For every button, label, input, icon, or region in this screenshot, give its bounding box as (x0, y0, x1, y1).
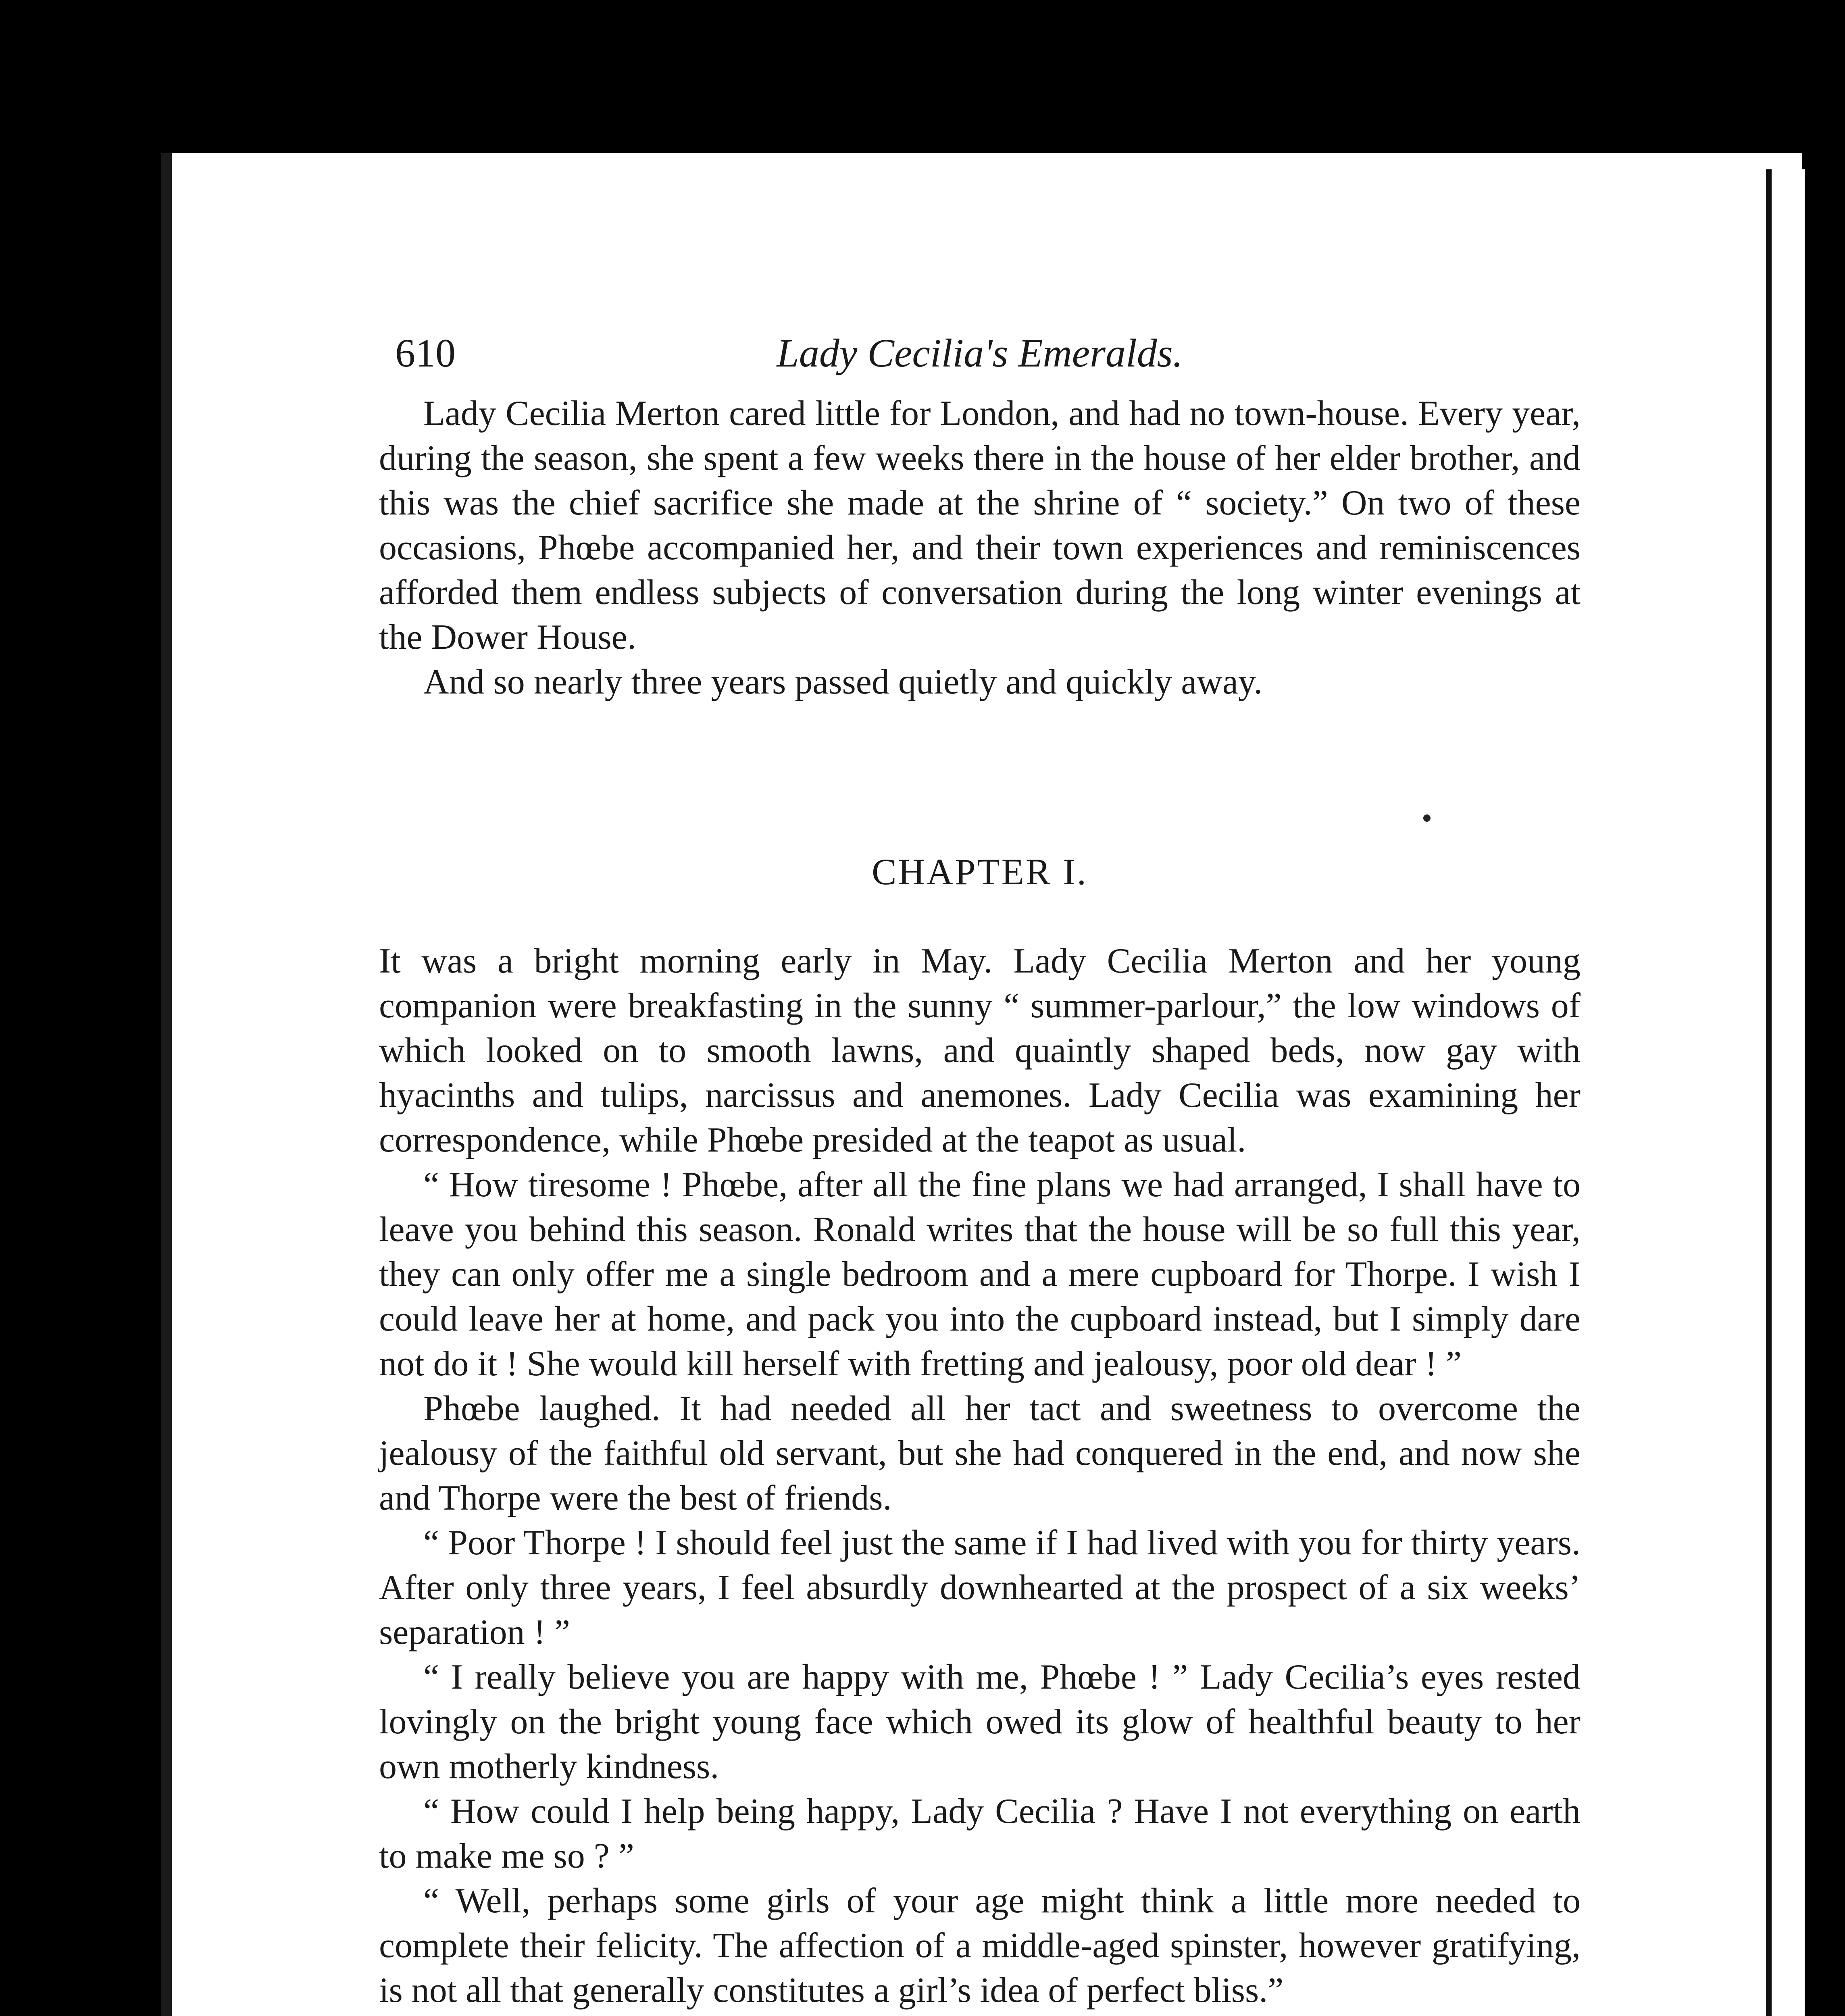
chapter-paragraph: “ I really believe you are happy with me, Phœbe ! ” Lady Cecilia’s eyes rested lovingly on the bright young face which owed its glow of healthful beauty to her own motherly kindness. (379, 1658, 1581, 1786)
intro-paragraph: Lady Cecilia Merton cared little for London, and had no town-house. Every year, during the season, she spent a few weeks there in the house of her elder brother, and this was the chief sacrifice she made at the shrine of “ society.” On two of these occasions, Phœbe accompanied her, and their town experiences and reminiscences afforded them endless subjects of conversation during the long winter evenings at the Dower House. (379, 394, 1581, 657)
facing-page-edge (1766, 169, 1805, 2016)
chapter-paragraph: “ How could I help being happy, Lady Cecilia ? Have I not everything on earth to make me so ? ” (379, 1792, 1581, 1876)
chapter-paragraph: Phœbe laughed. It had needed all her tact and sweetness to overcome the jealousy of the faithful old servant, but she had conquered in the end, and now she and Thorpe were the best of friends. (379, 1389, 1581, 1518)
running-title: Lady Cecilia's Emeralds. (777, 331, 1183, 375)
chapter-first-paragraph: It was a bright morning early in May. Lady Cecilia Merton and her young companion were breakfasting in the sunny “ summer-parlour,” the low windows of which looked on to smooth lawns, and quaintly shaped beds, now gay with hyacinths and tulips, narcissus and anemones. Lady Cecilia was examining her correspondence, while Phœbe presided at the teapot as usual. (379, 941, 1581, 1160)
ink-speck (1423, 814, 1431, 822)
chapter-heading: CHAPTER I. (872, 851, 1088, 892)
intro-paragraph: And so nearly three years passed quietly and quickly away. (423, 662, 1263, 702)
page-number: 610 (395, 331, 456, 375)
running-head (379, 331, 1581, 391)
chapter-paragraph (379, 2013, 1581, 2016)
page-text (379, 331, 1581, 2016)
chapter-paragraph: “ Poor Thorpe ! I should feel just the same if I had lived with you for thirty years. After only three years, I feel absurdly downhearted at the prospect of a six weeks’ separation ! ” (379, 1523, 1581, 1652)
chapter-paragraph: “ Well, perhaps some girls of your age might think a little more needed to complete their felicity. The affection of a middle-aged spinster, however gratifying, is not all that generally constitutes a girl’s idea of perfect bliss.” (379, 1881, 1581, 2010)
chapter-paragraph: “ How tiresome ! Phœbe, after all the fine plans we had arranged, I shall have to leave you behind this season. Ronald writes that the house will be so full this year, they can only offer me a single bedroom and a mere cupboard for Thorpe. I wish I could leave her at home, and pack you into the cupboard instead, but I simply dare not do it ! She would kill herself with fretting and jealousy, poor old dear ! ” (379, 1165, 1581, 1383)
